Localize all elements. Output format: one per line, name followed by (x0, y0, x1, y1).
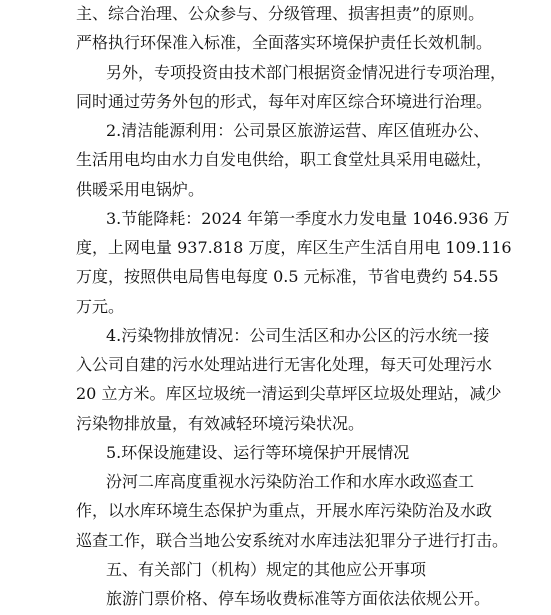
text-line: 严格执行环保准入标准，全面落实环境保护责任长效机制。 (76, 33, 493, 52)
text-line: 万元。 (76, 297, 125, 316)
text-line: 3.节能降耗：2024 年第一季度水力发电量 1046.936 万 (106, 209, 510, 228)
text-line: 5.环保设施建设、运行等环境保护开展情况 (106, 443, 410, 462)
text-line: 污染物排放量，有效减轻环境污染状况。 (76, 414, 365, 433)
text-line: 供暖采用电锅炉。 (76, 180, 205, 199)
section-heading: 五、有关部门（机构）规定的其他应公开事项 (106, 560, 427, 579)
text-line: 4.污染物排放情况：公司生活区和办公区的污水统一接 (106, 326, 490, 345)
text-line: 生活用电均由水力自发电供给，职工食堂灶具采用电磁灶， (76, 150, 493, 169)
text-line: 汾河二库高度重视水污染防治工作和水库水政巡查工 (106, 472, 475, 491)
text-line: 作，以水库环境生态保护为重点，开展水库污染防治及水政 (76, 501, 493, 520)
text-line: 旅游门票价格、停车场收费标准等方面依法依规公开。 (106, 589, 491, 608)
text-line: 主、综合治理、公众参与、分级管理、损害担责”的原则。 (76, 4, 485, 23)
text-line: 度，上网电量 937.818 万度，库区生产生活自用电 109.116 (76, 238, 512, 257)
text-line: 另外，专项投资由技术部门根据资金情况进行专项治理， (106, 63, 507, 82)
text-line: 20 立方米。库区垃圾统一清运到尖草坪区垃圾处理站，减少 (76, 384, 502, 403)
text-line: 万度，按照供电局售电每度 0.5 元标准，节省电费约 54.55 (76, 267, 499, 286)
text-line: 2.清洁能源利用：公司景区旅游运营、库区值班办公、 (106, 121, 490, 140)
text-line: 入公司自建的污水处理站进行无害化处理，每天可处理污水 (76, 355, 493, 374)
text-line: 同时通过劳务外包的形式，每年对库区综合环境进行治理。 (76, 92, 493, 111)
text-line: 巡查工作，联合当地公安系统对水库违法犯罪分子进行打击。 (76, 531, 509, 550)
